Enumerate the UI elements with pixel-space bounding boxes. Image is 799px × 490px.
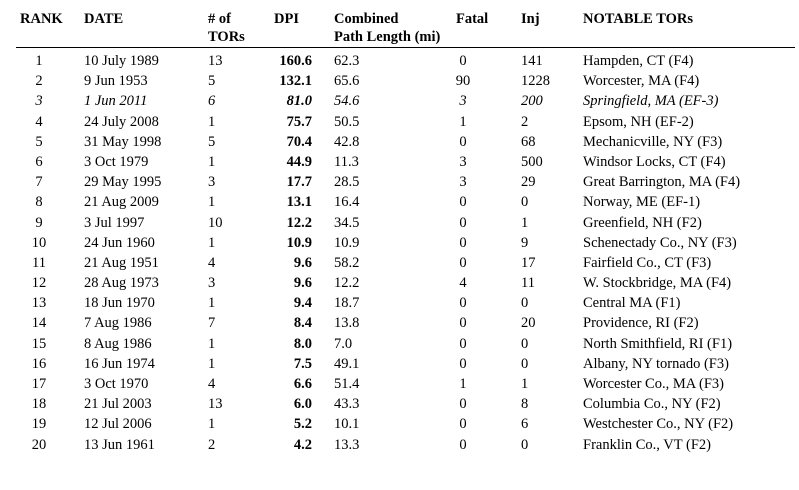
cell-date: 3 Jul 1997 [84, 214, 145, 231]
cell-tors: 5 [208, 133, 216, 150]
cell-rank: 6 [35, 153, 43, 170]
table-body [0, 51, 799, 455]
cell-fatal: 0 [459, 254, 467, 271]
cell-tors: 13 [208, 396, 223, 413]
cell-inj: 500 [521, 153, 543, 170]
cell-fatal: 0 [459, 234, 467, 251]
table-row [0, 414, 799, 434]
cell-notable: North Smithfield, RI (F1) [583, 335, 733, 352]
cell-inj: 1 [521, 214, 529, 231]
cell-rank: 5 [35, 133, 43, 150]
cell-date: 3 Oct 1979 [84, 153, 149, 170]
cell-dpi: 17.7 [286, 174, 312, 191]
cell-fatal: 0 [459, 53, 467, 69]
cell-tors: 4 [208, 254, 216, 271]
table-row [0, 293, 799, 313]
cell-dpi: 81.0 [286, 93, 312, 110]
cell-notable: Epsom, NH (EF-2) [583, 113, 694, 130]
header-notable: NOTABLE TORs [583, 11, 693, 27]
cell-tors: 10 [208, 214, 223, 231]
cell-fatal: 3 [459, 153, 467, 170]
cell-notable: Worcester, MA (F4) [583, 73, 700, 90]
cell-tors: 1 [208, 194, 216, 211]
cell-date: 12 Jul 2006 [84, 416, 152, 433]
cell-tors: 13 [208, 53, 223, 69]
cell-tors: 7 [208, 315, 216, 332]
cell-fatal: 0 [459, 355, 467, 372]
cell-path-length: 7.0 [334, 335, 353, 352]
cell-tors: 2 [208, 436, 216, 453]
cell-notable: Windsor Locks, CT (F4) [583, 153, 726, 170]
cell-path-length: 65.6 [334, 73, 360, 90]
cell-inj: 68 [521, 133, 536, 150]
cell-notable: Norway, ME (EF-1) [583, 194, 701, 211]
cell-rank: 7 [35, 174, 43, 191]
cell-path-length: 54.6 [334, 93, 360, 110]
cell-notable: Worcester Co., MA (F3) [583, 376, 724, 392]
cell-rank: 3 [35, 93, 43, 110]
cell-inj: 9 [521, 234, 529, 251]
cell-fatal: 0 [459, 315, 467, 332]
header-inj: Inj [521, 11, 540, 27]
table-row [0, 152, 799, 172]
cell-dpi: 6.6 [293, 376, 312, 392]
cell-rank: 14 [31, 315, 47, 332]
cell-path-length: 43.3 [334, 396, 360, 413]
cell-rank: 11 [32, 254, 46, 271]
header-path-line2: Path Length (mi) [334, 29, 441, 45]
cell-fatal: 0 [459, 436, 467, 453]
cell-notable: Albany, NY tornado (F3) [583, 355, 729, 372]
table-row [0, 253, 799, 273]
cell-path-length: 42.8 [334, 133, 360, 150]
cell-tors: 1 [208, 416, 216, 433]
cell-tors: 1 [208, 153, 216, 170]
cell-dpi: 160.6 [279, 53, 312, 69]
cell-notable: Central MA (F1) [583, 295, 681, 312]
cell-path-length: 28.5 [334, 174, 360, 191]
cell-inj: 2 [521, 113, 529, 130]
cell-rank: 10 [31, 234, 47, 251]
cell-notable: Providence, RI (F2) [583, 315, 699, 332]
table-row [0, 334, 799, 354]
cell-dpi: 9.4 [293, 295, 312, 312]
table-row [0, 91, 799, 111]
cell-path-length: 13.3 [334, 436, 360, 453]
cell-notable: W. Stockbridge, MA (F4) [583, 275, 732, 292]
cell-fatal: 0 [459, 295, 467, 312]
cell-dpi: 70.4 [286, 133, 312, 150]
table-row [0, 233, 799, 253]
cell-dpi: 12.2 [286, 214, 312, 231]
cell-rank: 8 [35, 194, 43, 211]
cell-inj: 1228 [521, 73, 550, 90]
cell-date: 24 Jun 1960 [84, 234, 155, 251]
cell-dpi: 132.1 [279, 73, 312, 90]
cell-tors: 1 [208, 234, 216, 251]
cell-rank: 15 [31, 335, 47, 352]
cell-rank: 20 [31, 436, 47, 453]
cell-notable: Mechanicville, NY (F3) [583, 133, 723, 150]
cell-date: 29 May 1995 [84, 174, 162, 191]
cell-rank: 13 [31, 295, 47, 312]
table-row [0, 394, 799, 414]
cell-rank: 2 [35, 73, 43, 90]
table-row [0, 132, 799, 152]
cell-tors: 5 [208, 73, 216, 90]
cell-date: 8 Aug 1986 [84, 335, 152, 352]
cell-inj: 20 [521, 315, 536, 332]
cell-inj: 1 [521, 376, 529, 392]
cell-rank: 9 [35, 214, 43, 231]
cell-date: 21 Aug 1951 [84, 254, 159, 271]
cell-inj: 0 [521, 295, 529, 312]
cell-path-length: 13.8 [334, 315, 360, 332]
cell-fatal: 1 [459, 376, 467, 392]
cell-tors: 3 [208, 275, 216, 292]
table-header [0, 8, 799, 48]
cell-fatal: 0 [459, 194, 467, 211]
cell-inj: 200 [521, 93, 543, 110]
cell-notable: Greenfield, NH (F2) [583, 214, 702, 231]
header-path-line1: Combined [334, 11, 399, 27]
cell-rank: 18 [31, 396, 47, 413]
cell-dpi: 7.5 [293, 355, 312, 372]
table-row [0, 313, 799, 333]
header-dpi: DPI [274, 11, 299, 27]
cell-fatal: 3 [459, 93, 467, 110]
cell-date: 3 Oct 1970 [84, 376, 149, 392]
cell-tors: 1 [208, 113, 216, 130]
table-row [0, 354, 799, 374]
header-divider [16, 47, 795, 48]
cell-rank: 12 [31, 275, 47, 292]
cell-path-length: 11.3 [334, 153, 359, 170]
cell-date: 28 Aug 1973 [84, 275, 159, 292]
cell-fatal: 0 [459, 214, 467, 231]
cell-rank: 4 [35, 113, 43, 130]
cell-fatal: 0 [459, 133, 467, 150]
cell-date: 16 Jun 1974 [84, 355, 155, 372]
cell-date: 31 May 1998 [84, 133, 162, 150]
cell-rank: 19 [31, 416, 47, 433]
header-fatal: Fatal [456, 11, 489, 27]
cell-path-length: 18.7 [334, 295, 360, 312]
cell-fatal: 1 [459, 113, 467, 130]
cell-fatal: 90 [455, 73, 471, 90]
table-row [0, 435, 799, 455]
cell-fatal: 0 [459, 335, 467, 352]
table-row [0, 192, 799, 212]
cell-notable: Franklin Co., VT (F2) [583, 436, 711, 453]
table-row [0, 374, 799, 394]
cell-notable: Fairfield Co., CT (F3) [583, 254, 712, 271]
cell-inj: 8 [521, 396, 529, 413]
cell-tors: 1 [208, 355, 216, 372]
cell-path-length: 10.1 [334, 416, 360, 433]
cell-fatal: 0 [459, 396, 467, 413]
cell-dpi: 5.2 [293, 416, 312, 433]
cell-rank: 1 [35, 53, 43, 69]
table-row [0, 172, 799, 192]
cell-inj: 11 [521, 275, 535, 292]
cell-notable: Columbia Co., NY (F2) [583, 396, 721, 413]
table-row [0, 273, 799, 293]
cell-notable: Schenectady Co., NY (F3) [583, 234, 737, 251]
cell-dpi: 10.9 [286, 234, 312, 251]
cell-rank: 16 [31, 355, 47, 372]
cell-dpi: 6.0 [293, 396, 312, 413]
cell-date: 7 Aug 1986 [84, 315, 152, 332]
cell-inj: 0 [521, 436, 529, 453]
cell-path-length: 16.4 [334, 194, 360, 211]
cell-fatal: 0 [459, 416, 467, 433]
cell-date: 21 Jul 2003 [84, 396, 152, 413]
cell-path-length: 10.9 [334, 234, 360, 251]
cell-tors: 3 [208, 174, 216, 191]
cell-date: 1 Jun 2011 [84, 93, 148, 110]
cell-fatal: 4 [459, 275, 467, 292]
cell-date: 21 Aug 2009 [84, 194, 159, 211]
cell-inj: 0 [521, 335, 529, 352]
cell-dpi: 13.1 [286, 194, 312, 211]
cell-path-length: 50.5 [334, 113, 360, 130]
table-row [0, 213, 799, 233]
cell-inj: 29 [521, 174, 536, 191]
header-tors [208, 10, 245, 46]
cell-notable: Great Barrington, MA (F4) [583, 174, 741, 191]
cell-notable: Westchester Co., NY (F2) [583, 416, 734, 433]
header-path-length [334, 10, 440, 46]
cell-dpi: 4.2 [293, 436, 312, 453]
cell-tors: 4 [208, 376, 216, 392]
cell-notable: Springfield, MA (EF-3) [583, 93, 719, 110]
cell-inj: 141 [521, 53, 543, 69]
cell-tors: 1 [208, 335, 216, 352]
cell-inj: 0 [521, 355, 529, 372]
cell-inj: 6 [521, 416, 529, 433]
cell-dpi: 44.9 [286, 153, 312, 170]
table-row [0, 71, 799, 91]
header-tors-line1: # of [208, 11, 231, 27]
cell-inj: 0 [521, 194, 529, 211]
cell-dpi: 75.7 [286, 113, 312, 130]
cell-dpi: 8.0 [293, 335, 312, 352]
cell-path-length: 34.5 [334, 214, 360, 231]
cell-date: 9 Jun 1953 [84, 73, 148, 90]
cell-path-length: 58.2 [334, 254, 360, 271]
table-row [0, 51, 799, 71]
cell-date: 24 July 2008 [84, 113, 159, 130]
header-rank: RANK [20, 11, 63, 27]
cell-dpi: 8.4 [293, 315, 312, 332]
cell-fatal: 3 [459, 174, 467, 191]
header-tors-line2: TORs [208, 29, 245, 45]
cell-dpi: 9.6 [293, 275, 312, 292]
cell-tors: 1 [208, 295, 216, 312]
cell-date: 13 Jun 1961 [84, 436, 155, 453]
cell-inj: 17 [521, 254, 536, 271]
cell-date: 10 July 1989 [84, 53, 159, 69]
cell-dpi: 9.6 [293, 254, 312, 271]
table-row [0, 112, 799, 132]
cell-rank: 17 [31, 376, 47, 392]
cell-path-length: 62.3 [334, 53, 360, 69]
cell-path-length: 51.4 [334, 376, 360, 392]
cell-path-length: 12.2 [334, 275, 360, 292]
cell-path-length: 49.1 [334, 355, 360, 372]
cell-tors: 6 [208, 93, 216, 110]
header-date: DATE [84, 11, 124, 27]
cell-date: 18 Jun 1970 [84, 295, 155, 312]
cell-notable: Hampden, CT (F4) [583, 53, 694, 69]
